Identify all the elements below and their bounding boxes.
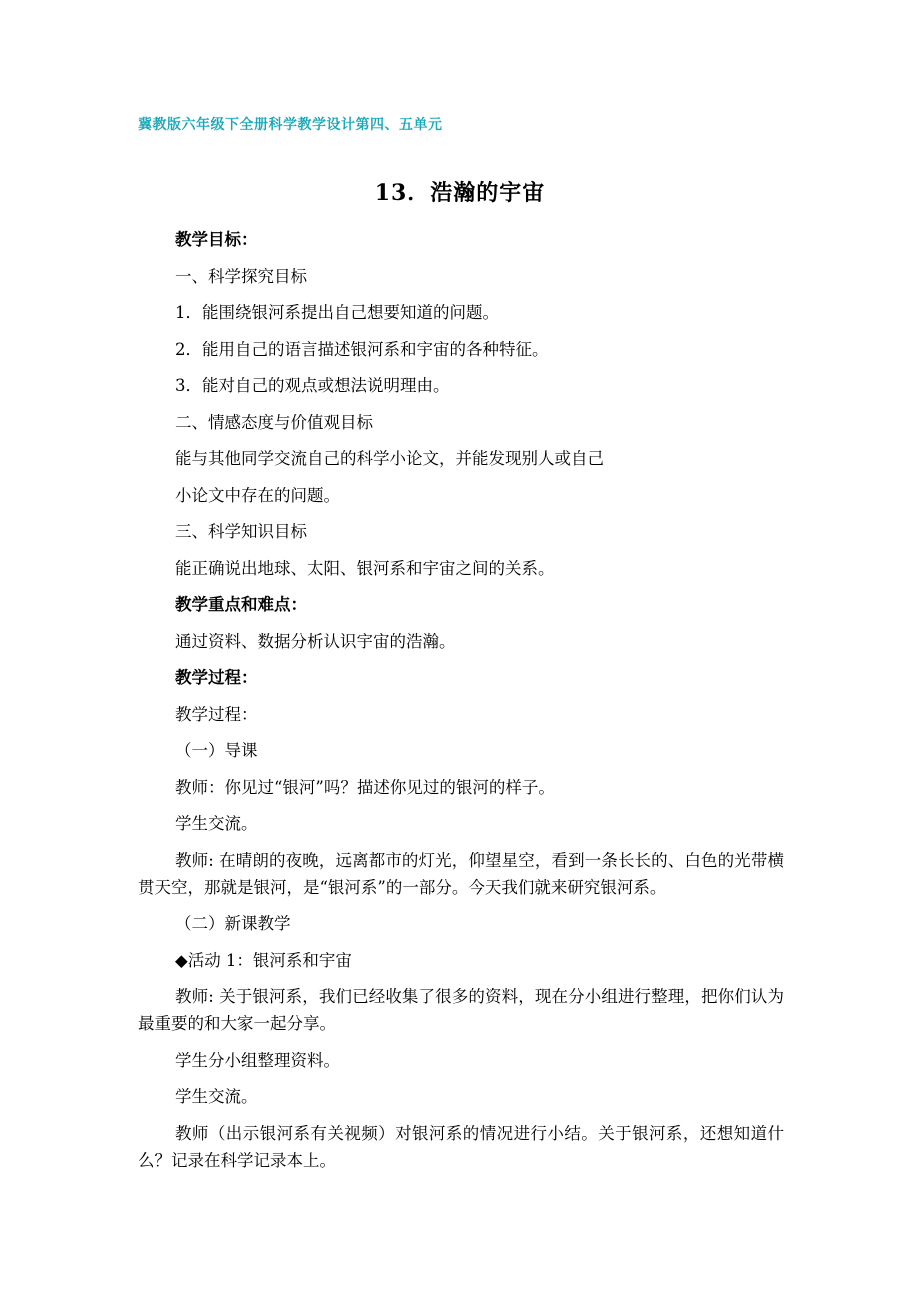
- paragraph: 小论文中存在的问题。: [175, 485, 340, 505]
- paragraph: 学生分小组整理资料。: [175, 1050, 340, 1070]
- paragraph: 通过资料、数据分析认识宇宙的浩瀚。: [175, 631, 456, 651]
- paragraph: （二）新课教学: [175, 914, 291, 933]
- paragraph: 2．能用自己的语言描述银河系和宇宙的各种特征。: [175, 339, 549, 359]
- lesson-title: 13．浩瀚的宇宙: [374, 180, 546, 206]
- heading-key-points: 教学重点和难点：: [175, 595, 307, 614]
- paragraph: 教师：你见过“银河”吗？描述你见过的银河的样子。: [175, 777, 555, 797]
- heading-teaching-objectives: 教学目标：: [175, 230, 258, 249]
- paragraph: 教师: 在晴朗的夜晚，远离都市的灯光，仰望星空，看到一条长长的、白色的光带横贯天空，那就是银河，是“银河系”的一部分。今天我们就来研究银河系。: [138, 850, 784, 897]
- paragraph: 学生交流。: [175, 1087, 258, 1106]
- heading-teaching-process: 教学过程：: [175, 668, 258, 687]
- paragraph: ◆活动 1：银河系和宇宙: [175, 950, 352, 970]
- paragraph: （一）导课: [175, 741, 258, 760]
- paragraph: 能与其他同学交流自己的科学小论文，并能发现别人或自己: [175, 449, 604, 468]
- paragraph: 教学过程：: [175, 704, 258, 724]
- paragraph: 教师: 关于银河系，我们已经收集了很多的资料，现在分小组进行整理，把你们认为最重要的和大家一起分享。: [138, 987, 784, 1033]
- paragraph: 二、情感态度与价值观目标: [175, 412, 373, 432]
- paragraph: 三、科学知识目标: [175, 522, 307, 541]
- paragraph: 1．能围绕银河系提出自己想要知道的问题。: [175, 303, 499, 322]
- paragraph: 能正确说出地球、太阳、银河系和宇宙之间的关系。: [175, 558, 555, 578]
- paragraph: 学生交流。: [175, 814, 258, 833]
- paragraph: 一、科学探究目标: [175, 266, 307, 286]
- paragraph: 教师（出示银河系有关视频）对银河系的情况进行小结。关于银河系，还想知道什么？记录在科学记录本上。: [138, 1123, 784, 1170]
- lesson-body: [138, 226, 784, 1183]
- document-header: 冀教版六年级下全册科学教学设计第四、五单元: [138, 117, 443, 133]
- paragraph: 3．能对自己的观点或想法说明理由。: [175, 376, 450, 395]
